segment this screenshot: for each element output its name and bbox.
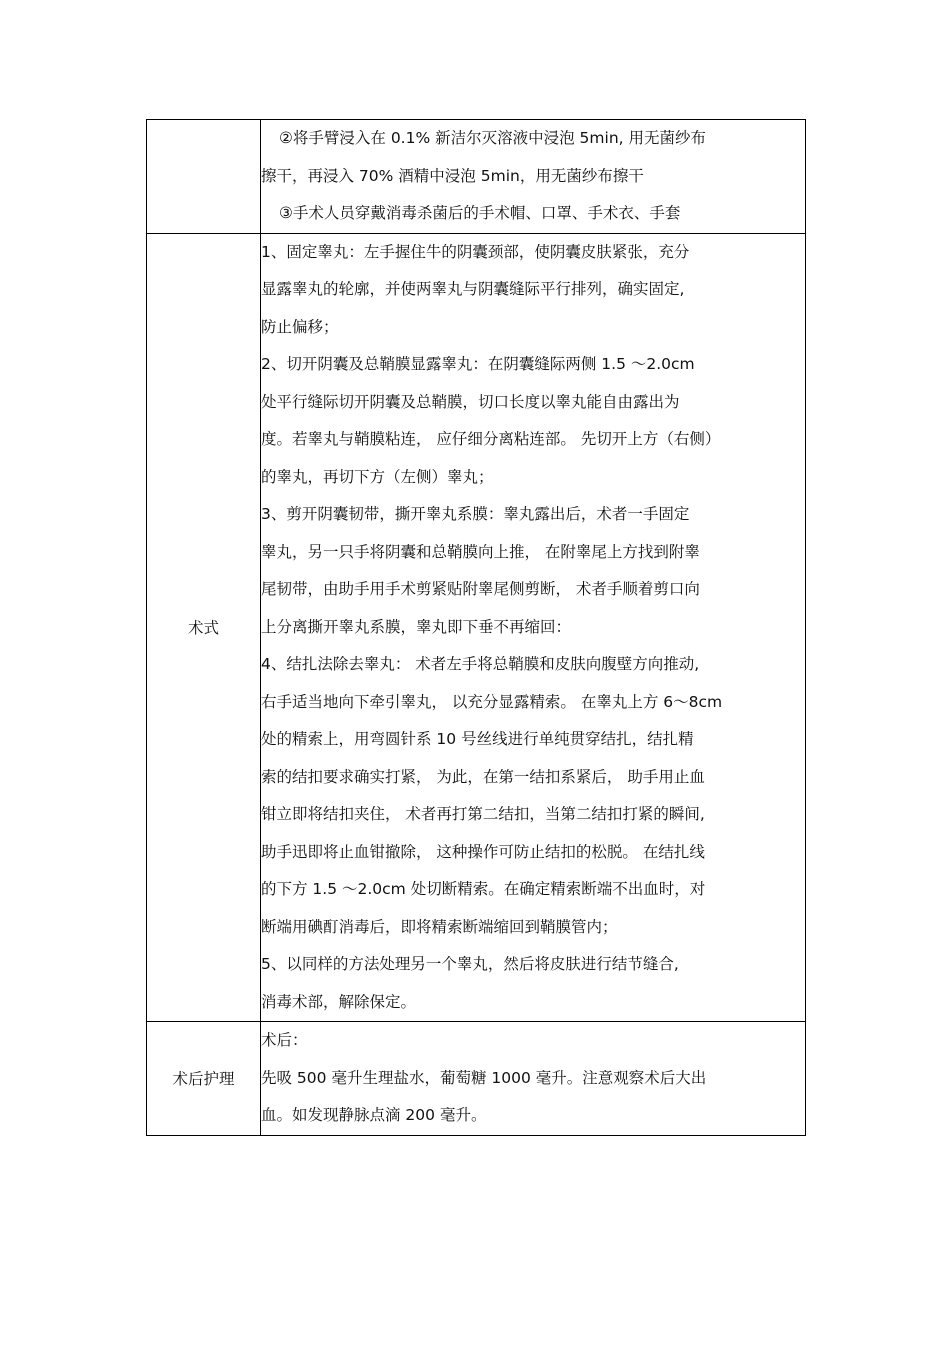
text-line: 右手适当地向下牵引睾丸， 以充分显露精索。 在睾丸上方 6～8cm	[261, 692, 723, 711]
text-line: 擦干，再浸入 70% 酒精中浸泡 5min，用无菌纱布擦干	[261, 166, 644, 185]
text-line: 尾韧带，由助手用手术剪紧贴附睾尾侧剪断， 术者手顺着剪口向	[261, 580, 700, 598]
text-line: 先吸 500 毫升生理盐水，葡萄糖 1000 毫升。注意观察术后大出	[261, 1068, 707, 1087]
text-line: 索的结扣要求确实打紧， 为此，在第一结扣系紧后， 助手用止血	[261, 767, 705, 786]
text-line: ③手术人员穿戴消毒杀菌后的手术帽、口罩、手术衣、手套	[279, 204, 681, 222]
row-label: 术后护理	[147, 1022, 261, 1136]
table-row	[147, 233, 806, 1022]
text-line: 处平行缝际切开阴囊及总鞘膜，切口长度以睾丸能自由露出为	[261, 392, 680, 411]
text-line: ②将手臂浸入在 0.1% 新洁尔灭溶液中浸泡 5min, 用无菌纱布	[279, 129, 707, 147]
text-line: 消毒术部，解除保定。	[261, 992, 417, 1011]
row-label: 术式	[147, 233, 261, 1022]
row-label	[147, 120, 261, 234]
text-line: 血。如发现静脉点滴 200 毫升。	[261, 1106, 487, 1124]
text-line: 的睾丸，再切下方（左侧）睾丸；	[261, 467, 494, 486]
text-line: 的下方 1.5 ～2.0cm 处切断精索。在确定精索断端不出血时，对	[261, 880, 706, 898]
text-line: 术后：	[261, 1031, 308, 1049]
text-line: 3、剪开阴囊韧带，撕开睾丸系膜：睾丸露出后，术者一手固定	[261, 505, 690, 523]
text-line: 助手迅即将止血钳撤除， 这种操作可防止结扣的松脱。 在结扎线	[261, 842, 705, 861]
table-row	[147, 120, 806, 234]
text-line: 钳立即将结扣夹住， 术者再打第二结扣，当第二结扣打紧的瞬间,	[261, 805, 705, 823]
row-content	[261, 1022, 806, 1136]
text-line: 处的精索上，用弯圆针系 10 号丝线进行单纯贯穿结扎，结扎精	[261, 730, 694, 748]
table-row	[147, 1022, 806, 1136]
text-line: 显露睾丸的轮廓，并使两睾丸与阴囊缝际平行排列，确实固定,	[261, 280, 685, 298]
text-line: 1、固定睾丸：左手握住牛的阴囊颈部，使阴囊皮肤紧张，充分	[261, 242, 690, 261]
row-content	[261, 120, 806, 234]
text-line: 2、切开阴囊及总鞘膜显露睾丸：在阴囊缝际两侧 1.5 ～2.0cm	[261, 355, 695, 373]
text-line: 度。若睾丸与鞘膜粘连， 应仔细分离粘连部。 先切开上方（右侧）	[261, 430, 721, 448]
text-line: 上分离撕开睾丸系膜，睾丸即下垂不再缩回：	[261, 617, 572, 636]
text-line: 防止偏移；	[261, 317, 339, 336]
text-line: 5、以同样的方法处理另一个睾丸，然后将皮肤进行结节缝合,	[261, 955, 679, 973]
text-line: 睾丸，另一只手将阴囊和总鞘膜向上推， 在附睾尾上方找到附睾	[261, 542, 700, 561]
document-table	[146, 119, 806, 1136]
row-content	[261, 233, 806, 1022]
text-line: 断端用碘酊消毒后，即将精索断端缩回到鞘膜管内；	[261, 917, 618, 936]
text-line: 4、结扎法除去睾丸： 术者左手将总鞘膜和皮肤向腹壁方向推动,	[261, 655, 700, 673]
